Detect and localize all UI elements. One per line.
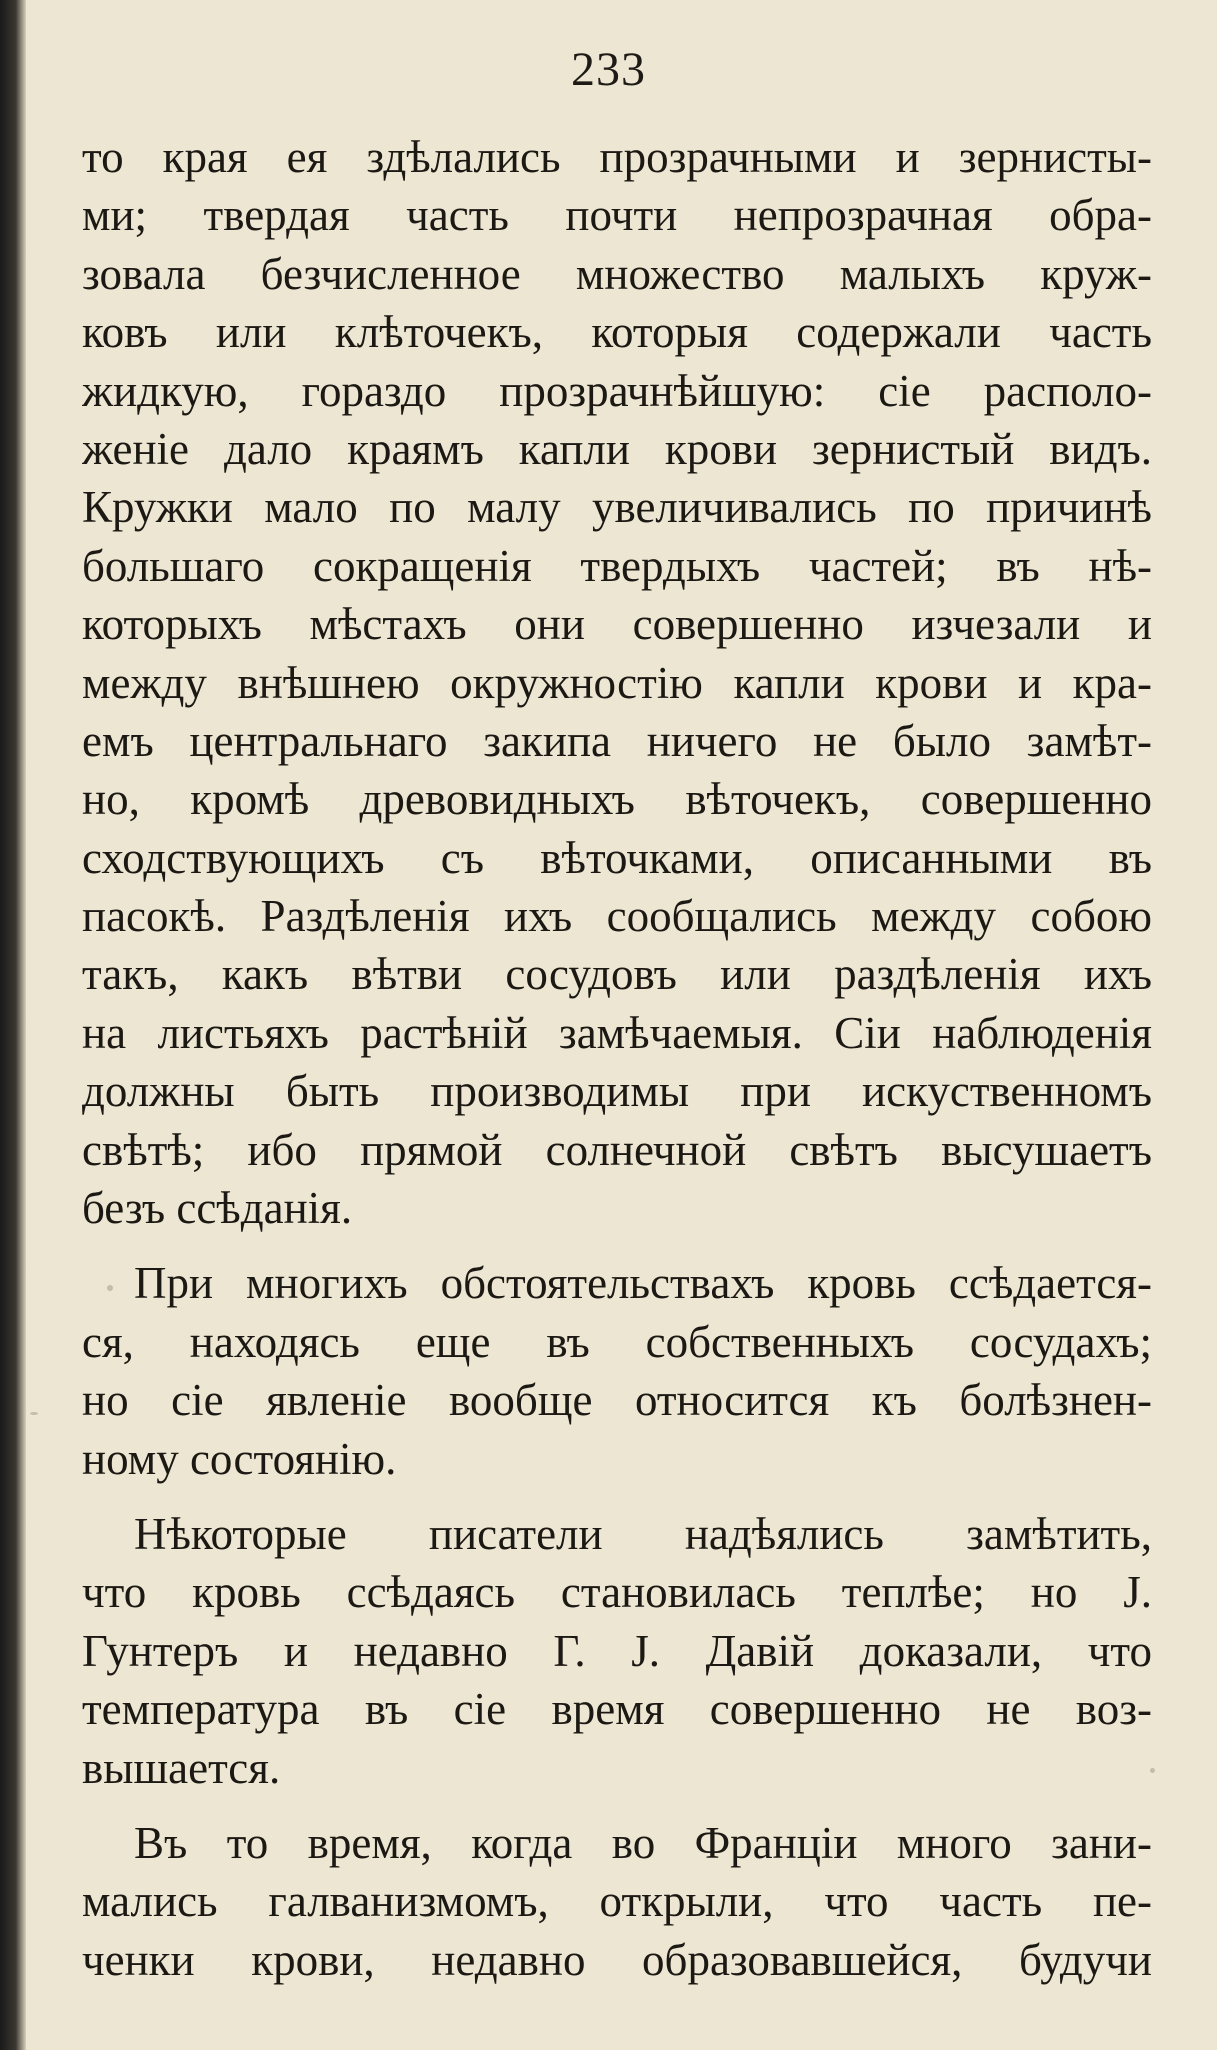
text-line: ми; твердая часть почти непрозрачная обра-	[82, 190, 1152, 241]
text-line: ся, находясь еще въ собственныхъ сосудахъ;	[82, 1316, 1152, 1367]
paragraph-gap	[82, 1797, 1152, 1814]
text-line: большаго сокращенія твердыхъ частей; въ нѣ-	[82, 540, 1152, 591]
text-line: женіе дало краямъ капли крови зернистый видъ.	[82, 423, 1152, 474]
text-line: безъ ссѣданія.	[82, 1183, 353, 1234]
text-line: то края ея здѣлались прозрачными и зернисты-	[82, 132, 1152, 182]
text-line: вышается.	[82, 1742, 281, 1793]
body-text	[82, 128, 1152, 1989]
ink-speck	[30, 1412, 38, 1415]
text-line: должны быть производимы при искуственномъ	[82, 1066, 1152, 1117]
ink-speck	[107, 1285, 113, 1291]
page-number: 233	[571, 43, 646, 96]
text-line: Нѣкоторые писатели надѣялись замѣтить,	[134, 1508, 1152, 1559]
text-line: между внѣшнею окружностію капли крови и кра-	[82, 657, 1152, 708]
text-line: Кружки мало по малу увеличивались по причинѣ	[82, 482, 1152, 533]
text-line: зовала безчисленное множество малыхъ круж-	[82, 248, 1152, 299]
text-line: температура въ сіе время совершенно не воз-	[82, 1684, 1152, 1735]
text-line: сходствующихъ съ вѣточками, описанными въ	[82, 832, 1152, 883]
text-line: что кровь ссѣдаясь становилась теплѣе; но J.	[82, 1567, 1152, 1618]
text-line: пасокѣ. Раздѣленія ихъ сообщались между собою	[82, 891, 1152, 942]
text-line: которыхъ мѣстахъ они совершенно изчезали и	[82, 599, 1152, 650]
text-line: При многихъ обстоятельствахъ кровь ссѣдается-	[134, 1258, 1152, 1309]
text-line: ному состоянію.	[82, 1433, 397, 1484]
text-line: на листьяхъ растѣній замѣчаемыя. Сіи наблюденія	[82, 1007, 1152, 1058]
paragraph-gap	[82, 1237, 1152, 1254]
page-gutter-shadow	[0, 0, 26, 2050]
text-line: Гунтеръ и недавно Г. J. Давій доказали, что	[82, 1625, 1152, 1676]
text-line: жидкую, гораздо прозрачнѣйшую: сіе располо-	[82, 365, 1152, 416]
text-line: но, кромѣ древовидныхъ вѣточекъ, совершенно	[82, 774, 1152, 825]
text-line: ченки крови, недавно образовавшейся, будучи	[82, 1934, 1152, 1985]
text-line: свѣтѣ; ибо прямой солнечной свѣтъ высушаетъ	[82, 1124, 1152, 1175]
text-line: ковъ или клѣточекъ, которыя содержали часть	[82, 307, 1152, 358]
text-line: Въ то время, когда во Франціи много зани-	[134, 1817, 1152, 1868]
text-line: емъ центральнаго закипа ничего не было замѣт-	[82, 715, 1152, 766]
text-line: такъ, какъ вѣтви сосудовъ или раздѣленія ихъ	[82, 949, 1152, 1000]
paragraph-gap	[82, 1488, 1152, 1505]
text-line: мались галванизмомъ, открыли, что часть пе-	[82, 1876, 1152, 1927]
ink-speck	[1150, 1768, 1155, 1773]
text-line: но сіе явленіе вообще относится къ болѣзнен-	[82, 1375, 1152, 1426]
